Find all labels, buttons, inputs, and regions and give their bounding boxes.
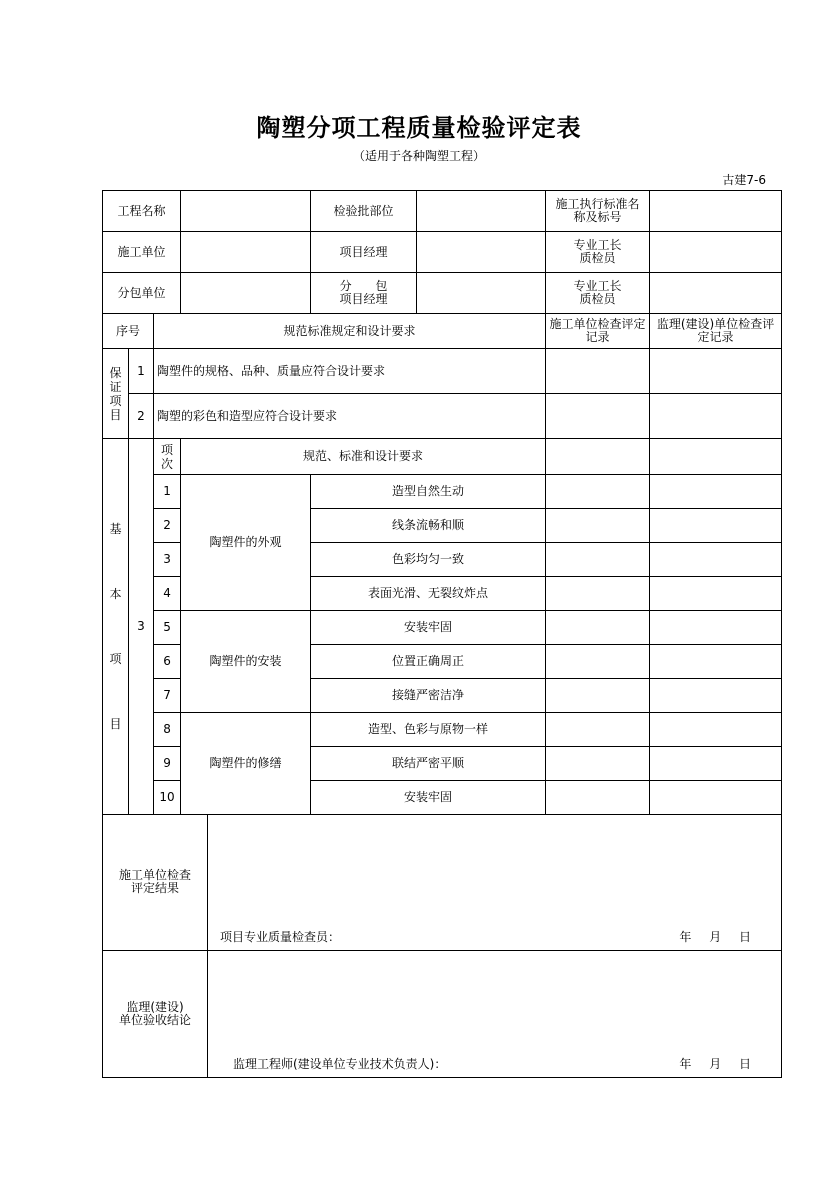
label-foreman-1: 专业工长质检员 xyxy=(546,232,650,273)
divider xyxy=(207,815,208,950)
label-sub-manager: 分 包 项目经理 xyxy=(311,273,417,314)
item-supervisor[interactable] xyxy=(650,713,782,747)
field-sub-manager[interactable] xyxy=(417,273,546,314)
field-foreman-2[interactable] xyxy=(650,273,782,314)
item-contractor[interactable] xyxy=(546,713,650,747)
field-subcontractor[interactable] xyxy=(181,273,311,314)
item-supervisor[interactable] xyxy=(650,747,782,781)
item-no: 3 xyxy=(154,543,181,577)
guarantee-1-supervisor[interactable] xyxy=(650,349,782,394)
item-no: 7 xyxy=(154,679,181,713)
date-label: 年 月 日 xyxy=(679,1057,752,1071)
col-seq: 序号 xyxy=(103,314,154,349)
label-foreman-2: 专业工长质检员 xyxy=(546,273,650,314)
page-subtitle: （适用于各种陶塑工程） xyxy=(352,149,485,163)
label-inspection-part: 检验批部位 xyxy=(311,191,417,232)
col-contractor-record: 施工单位检查评定记录 xyxy=(546,314,650,349)
engineer-label: 监理工程师(建设单位专业技术负责人)： xyxy=(233,1057,447,1071)
basic-subheader-no: 项次 xyxy=(154,439,181,475)
item-text: 联结严密平顺 xyxy=(311,747,546,781)
field-project-manager[interactable] xyxy=(417,232,546,273)
item-contractor[interactable] xyxy=(546,611,650,645)
label-standard: 施工执行标准名称及标号 xyxy=(546,191,650,232)
guarantee-1-contractor[interactable] xyxy=(546,349,650,394)
field-foreman-1[interactable] xyxy=(650,232,782,273)
divider xyxy=(207,951,208,1077)
item-supervisor[interactable] xyxy=(650,611,782,645)
item-supervisor[interactable] xyxy=(650,577,782,611)
contractor-result-label: 施工单位检查评定结果 xyxy=(118,868,191,895)
guarantee-no-2: 2 xyxy=(129,394,154,439)
item-contractor[interactable] xyxy=(546,645,650,679)
guarantee-2-supervisor[interactable] xyxy=(650,394,782,439)
item-text: 造型自然生动 xyxy=(311,475,546,509)
item-supervisor[interactable] xyxy=(650,475,782,509)
col-requirement: 规范标准规定和设计要求 xyxy=(154,314,546,349)
item-text: 线条流畅和顺 xyxy=(311,509,546,543)
item-text: 表面光滑、无裂纹炸点 xyxy=(311,577,546,611)
group-name-repair: 陶塑件的修缮 xyxy=(181,713,311,815)
item-no: 1 xyxy=(154,475,181,509)
item-no: 5 xyxy=(154,611,181,645)
col-supervisor-record: 监理(建设)单位检查评定记录 xyxy=(650,314,782,349)
item-text: 位置正确周正 xyxy=(311,645,546,679)
item-contractor[interactable] xyxy=(546,747,650,781)
basic-no: 3 xyxy=(129,439,154,815)
item-contractor[interactable] xyxy=(546,475,650,509)
inspection-table xyxy=(102,190,782,1078)
basic-subheader-supervisor[interactable] xyxy=(650,439,782,475)
label-project-manager: 项目经理 xyxy=(311,232,417,273)
item-supervisor[interactable] xyxy=(650,781,782,815)
supervisor-result-box[interactable] xyxy=(103,951,782,1078)
item-contractor[interactable] xyxy=(546,543,650,577)
item-supervisor[interactable] xyxy=(650,543,782,577)
item-contractor[interactable] xyxy=(546,577,650,611)
supervisor-result-label: 监理(建设) 单位验收结论 xyxy=(118,1000,191,1027)
item-no: 6 xyxy=(154,645,181,679)
label-contractor: 施工单位 xyxy=(103,232,181,273)
item-no: 2 xyxy=(154,509,181,543)
basic-subheader-text: 规范、标准和设计要求 xyxy=(181,439,546,475)
item-contractor[interactable] xyxy=(546,781,650,815)
item-no: 10 xyxy=(154,781,181,815)
basic-subheader-contractor[interactable] xyxy=(546,439,650,475)
group-name-install: 陶塑件的安装 xyxy=(181,611,311,713)
item-supervisor[interactable] xyxy=(650,509,782,543)
item-text: 安装牢固 xyxy=(311,611,546,645)
guarantee-text-1: 陶塑件的规格、品种、质量应符合设计要求 xyxy=(154,349,546,394)
basic-label: 基本项目 xyxy=(103,439,129,815)
guarantee-2-contractor[interactable] xyxy=(546,394,650,439)
field-project-name[interactable] xyxy=(181,191,311,232)
label-project-name: 工程名称 xyxy=(103,191,181,232)
guarantee-no-1: 1 xyxy=(129,349,154,394)
item-no: 9 xyxy=(154,747,181,781)
guarantee-label: 保证项目 xyxy=(103,349,129,439)
item-text: 色彩均匀一致 xyxy=(311,543,546,577)
field-inspection-part[interactable] xyxy=(417,191,546,232)
item-text: 造型、色彩与原物一样 xyxy=(311,713,546,747)
date-label: 年 月 日 xyxy=(679,930,752,944)
item-contractor[interactable] xyxy=(546,679,650,713)
form-code: 古建7-6 xyxy=(722,173,766,187)
field-contractor[interactable] xyxy=(181,232,311,273)
inspector-label: 项目专业质量检查员： xyxy=(220,930,341,944)
contractor-result-box[interactable] xyxy=(103,815,782,951)
guarantee-text-2: 陶塑的彩色和造型应符合设计要求 xyxy=(154,394,546,439)
item-no: 8 xyxy=(154,713,181,747)
group-name-appearance: 陶塑件的外观 xyxy=(181,475,311,611)
item-supervisor[interactable] xyxy=(650,645,782,679)
item-supervisor[interactable] xyxy=(650,679,782,713)
item-no: 4 xyxy=(154,577,181,611)
item-text: 接缝严密洁净 xyxy=(311,679,546,713)
item-text: 安装牢固 xyxy=(311,781,546,815)
label-subcontractor: 分包单位 xyxy=(103,273,181,314)
page-title: 陶塑分项工程质量检验评定表 xyxy=(256,114,582,142)
item-contractor[interactable] xyxy=(546,509,650,543)
field-standard[interactable] xyxy=(650,191,782,232)
